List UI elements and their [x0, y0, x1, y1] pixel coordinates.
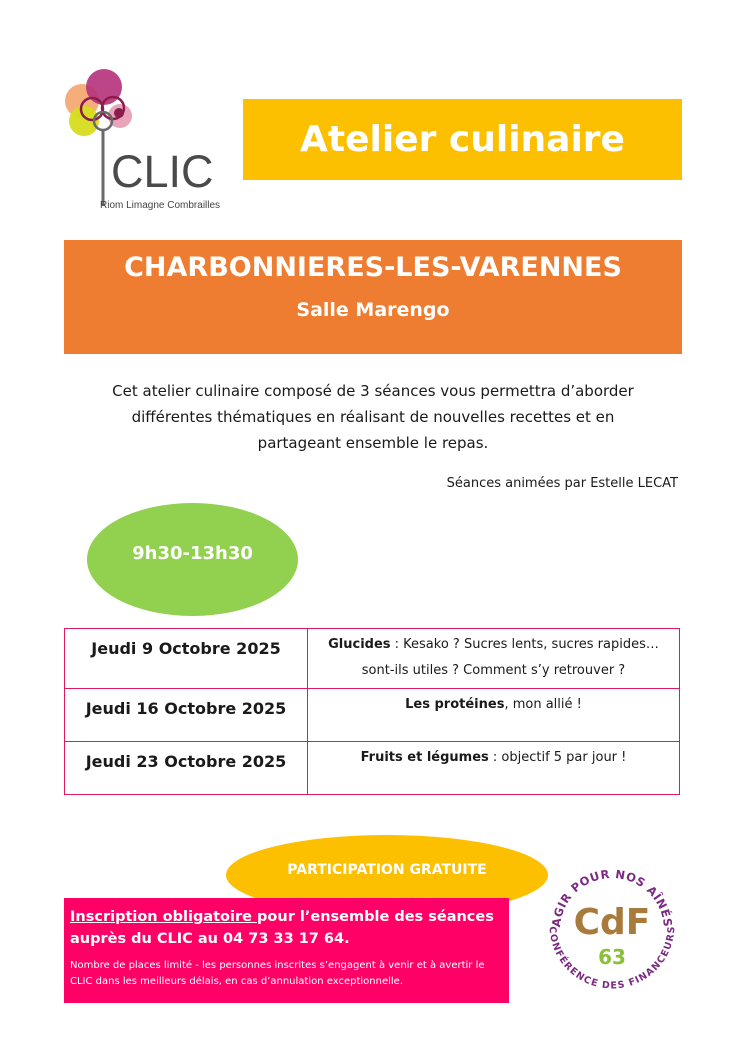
session-topic-detail: , mon allié ! — [504, 697, 582, 712]
session-date: Jeudi 23 Octobre 2025 — [65, 742, 308, 795]
session-topic — [308, 742, 680, 795]
page-title: Atelier culinaire — [300, 119, 625, 160]
location-room: Salle Marengo — [296, 299, 450, 321]
location-city: CHARBONNIERES-LES-VARENNES — [124, 252, 622, 283]
animator-credit: Séances animées par Estelle LECAT — [446, 476, 678, 491]
session-date: Jeudi 9 Octobre 2025 — [65, 629, 308, 689]
cdf-bottom-arc-text: CONFÉRENCE DES FINANCEURS — [546, 925, 678, 992]
signup-required: Inscription obligatoire — [70, 909, 258, 925]
table-row — [65, 689, 680, 742]
clic-logo — [60, 66, 230, 214]
cdf-top-arc-text: AGIR POUR NOS AÎNÉS — [548, 866, 676, 928]
cdf-number: 63 — [598, 945, 626, 969]
signup-phone: 04 73 33 17 64 — [223, 931, 345, 947]
time-label: 9h30-13h30 — [132, 543, 253, 564]
clic-wordmark: CLIC — [111, 146, 214, 197]
time-badge — [87, 503, 298, 616]
sessions-table — [64, 628, 680, 795]
cdf-logo — [542, 858, 682, 998]
signup-end: . — [344, 931, 350, 947]
session-topic-detail: : Kesako ? Sucres lents, sucres rapides… sont-ils utiles ? Comment s’y retrouver ? — [361, 637, 659, 678]
intro-paragraph: Cet atelier culinaire composé de 3 séances vous permettra d’aborder différentes thématiques en réalisant de nouvelles recettes et en partageant ensemble le repas. — [112, 382, 634, 452]
signup-text: pour l’ensemble des séances auprès du CLIC au — [70, 909, 494, 947]
table-row — [65, 629, 680, 689]
table-row — [65, 742, 680, 795]
session-topic-title: Glucides — [328, 637, 391, 652]
session-topic — [308, 689, 680, 742]
session-topic-title: Fruits et légumes — [360, 750, 489, 765]
session-topic — [308, 629, 680, 689]
title-banner — [243, 99, 682, 180]
participation-label: PARTICIPATION GRATUITE — [287, 862, 487, 878]
session-date: Jeudi 16 Octobre 2025 — [65, 689, 308, 742]
cdf-letters: CdF — [573, 902, 651, 943]
signup-instructions — [70, 906, 503, 950]
session-topic-detail: : objectif 5 par jour ! — [488, 750, 627, 765]
clic-subtitle: Riom Limagne Combrailles — [100, 200, 221, 211]
session-topic-title: Les protéines — [405, 697, 505, 712]
signup-note: Nombre de places limité - les personnes inscrites s’engagent à venir et à avertir le CLIC dans les meilleurs délais, en cas d’annulation exceptionnelle. — [70, 960, 485, 987]
signup-box — [64, 898, 509, 1003]
location-banner — [64, 240, 682, 354]
